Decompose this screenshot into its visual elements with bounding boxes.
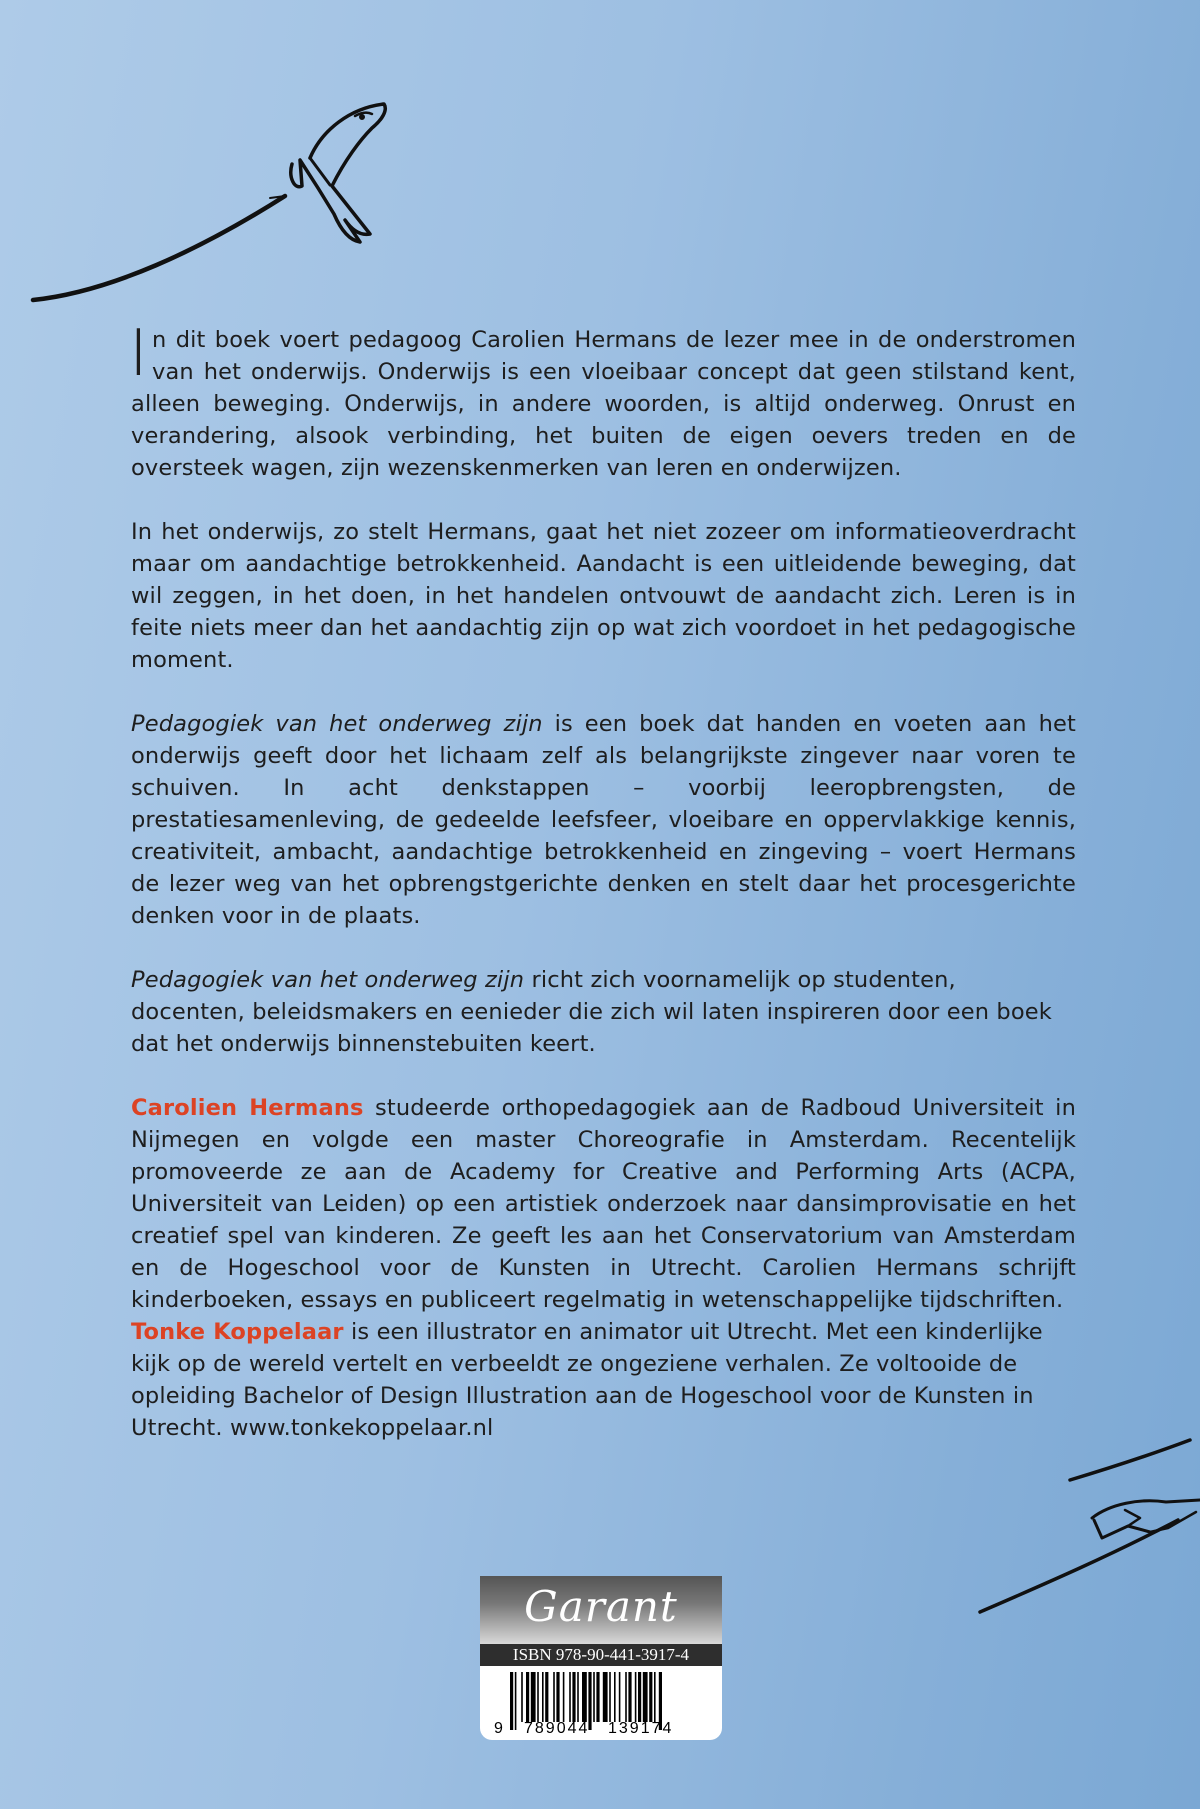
author-name: Carolien Hermans — [131, 1095, 364, 1121]
paragraph-audience-text: richt zich voornamelijk op studenten, docenten, beleidsmakers en eenieder die zich wil laten inspireren door een boek dat het onderwijs binnenstebuiten keert. — [131, 967, 1052, 1057]
paragraph-attention-text: In het onderwijs, zo stelt Hermans, gaat het niet zozeer om informatieoverdracht maar om aandachtige betrokkenheid. Aandacht is een uitleidende beweging, dat wil zeggen, in het doen, in het handelen ontvouwt de aandacht zich. Leren is in feite niets meer dan het aandachtig zijn op wat zich voordoet in het pedagogische moment. — [131, 519, 1076, 673]
bio-author-text: studeerde orthopedagogiek aan de Radboud Universiteit in Nijmegen en volgde een master Choreografie in Amsterdam. Recentelijk promoveerde ze aan de Academy for Creative and Performing Arts (ACPA, Universiteit van Leiden) op een artistiek onderzoek naar dansimprovisatie en het creatief spel van kinderen. Ze geeft les aan het Conservatorium van Amsterdam en de Hogeschool voor de Kunsten in Utrecht. Carolien Hermans schrijft kinderboeken, essays en publiceert regelmatig in wetenschappelijke tijdschriften. — [131, 1095, 1076, 1313]
paragraph-intro-text: n dit boek voert pedagoog Carolien Hermans de lezer mee in de onderstromen van het onderwijs. Onderwijs is een vloeibaar concept dat geen stilstand kent, alleen beweging. Onderwijs, in andere woorden, is altijd onderweg. Onrust en verandering, alsook verbinding, het buiten de eigen oevers treden en de oversteek wagen, zijn wezenskenmerken van leren en onderwijzen. — [131, 327, 1076, 481]
barcode-bar — [654, 1672, 656, 1722]
book-title-italic: Pedagogiek van het onderweg zijn — [131, 711, 543, 737]
barcode-bar — [625, 1672, 627, 1722]
barcode-bar — [619, 1672, 621, 1722]
barcode-bar — [542, 1672, 544, 1722]
swallow-bird-illustration — [33, 104, 385, 300]
barcode-bar — [614, 1672, 616, 1722]
barcode-bar — [537, 1672, 539, 1722]
barcode-bar — [635, 1672, 637, 1722]
barcode-bar — [596, 1672, 599, 1722]
barcode-bar — [510, 1672, 513, 1730]
bio-author — [131, 1092, 1076, 1316]
barcode-bar — [553, 1672, 555, 1722]
second-swallow-illustration — [980, 1440, 1200, 1612]
barcode-bar — [526, 1672, 529, 1722]
barcode-digits-right: 139174 — [608, 1720, 674, 1737]
publisher-logo-box — [480, 1576, 722, 1644]
illustrator-name: Tonke Koppelaar — [131, 1319, 344, 1345]
barcode-bar — [593, 1672, 595, 1722]
barcode-bar — [577, 1672, 579, 1722]
barcode-bar — [569, 1672, 571, 1722]
barcode-digit-first: 9 — [494, 1720, 503, 1737]
publisher-logo: Garant — [524, 1582, 678, 1631]
barcode-bars — [480, 1666, 722, 1740]
paragraph-audience — [131, 964, 1076, 1060]
barcode-bar — [603, 1672, 608, 1722]
paragraph-book-description-text: is een boek dat handen en voeten aan het onderwijs geeft door het lichaam zelf als belangrijkste zingever naar voren te schuiven. In acht denkstappen – voorbij leeropbrengsten, de prestatiesamenleving, de gedeelde leefsfeer, vloeibare en oppervlakkige kennis, creativiteit, ambacht, aandachtige betrokkenheid en zingeving – voert Hermans de lezer weg van het opbrengstgerichte denken en stelt daar het procesgerichte denken voor in de plaats. — [131, 711, 1076, 929]
barcode-digits-left: 789044 — [524, 1720, 590, 1737]
book-title-italic: Pedagogiek van het onderweg zijn — [131, 967, 525, 993]
barcode-bar — [521, 1672, 523, 1722]
barcode-bar — [628, 1672, 631, 1722]
drop-cap: I — [129, 317, 149, 391]
paragraph-intro — [129, 317, 1076, 484]
bio-illustrator — [131, 1316, 1076, 1444]
barcode-bar — [563, 1672, 565, 1722]
barcode-bar — [609, 1672, 611, 1722]
bio-illustrator-text: is een illustrator en animator uit Utrecht. Met een kinderlijke kijk op de wereld vertelt en verbeeldt ze ongeziene verhalen. Ze voltooide de opleiding Bachelor of Design Illustration aan de Hogeschool voor de Kunsten in Utrecht. www.tonkekoppelaar.nl — [131, 1319, 1043, 1441]
barcode-bar — [572, 1672, 575, 1722]
barcode-bar — [638, 1672, 641, 1722]
back-cover-text — [129, 317, 1076, 1444]
barcode-bar — [556, 1672, 559, 1722]
barcode — [480, 1666, 722, 1740]
barcode-bar — [649, 1672, 652, 1722]
barcode-bar — [582, 1672, 587, 1722]
isbn-label: ISBN 978-90-441-3917-4 — [480, 1644, 722, 1666]
barcode-bar — [545, 1672, 548, 1722]
barcode-bar — [643, 1672, 648, 1722]
paragraph-book-description — [131, 708, 1076, 932]
barcode-bar — [531, 1672, 536, 1722]
paragraph-attention — [131, 516, 1076, 676]
barcode-bar — [515, 1672, 517, 1730]
